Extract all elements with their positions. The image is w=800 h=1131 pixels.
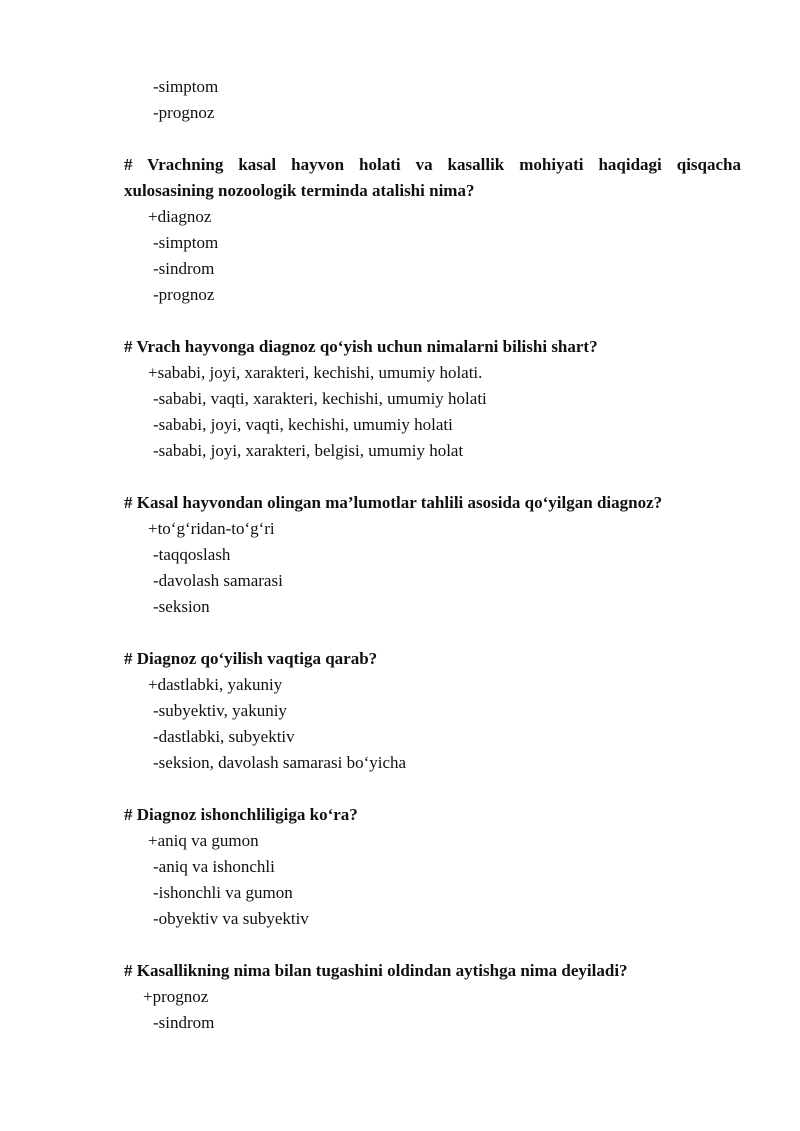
correct-answer: +dastlabki, yakuniy: [148, 675, 283, 694]
answer-option: -ishonchli va gumon: [153, 883, 293, 902]
correct-answer: +diagnoz: [148, 207, 212, 226]
answer-option: -subyektiv, yakuniy: [153, 701, 287, 720]
question-text: # Vrachning kasal hayvon holati va kasallik mohiyati haqidagi qisqacha: [124, 155, 741, 174]
question-text: # Diagnoz qo‘yilish vaqtiga qarab?: [124, 649, 378, 668]
answer-option: -obyektiv va subyektiv: [153, 909, 309, 928]
correct-answer: +prognoz: [143, 987, 209, 1006]
answer-option: -sababi, joyi, vaqti, kechishi, umumiy holati: [153, 415, 453, 434]
answer-option: -simptom: [153, 233, 219, 252]
answer-option: -prognoz: [153, 285, 215, 304]
answer-option: -dastlabki, subyektiv: [153, 727, 295, 746]
answer-option: -sababi, joyi, xarakteri, belgisi, umumiy holat: [153, 441, 464, 460]
question-text: xulosasining nozoologik terminda atalishi nima?: [124, 181, 475, 200]
question-text: # Kasal hayvondan olingan ma’lumotlar tahlili asosida qo‘yilgan diagnoz?: [124, 493, 663, 512]
question-text: # Kasallikning nima bilan tugashini oldindan aytishga nima deyiladi?: [124, 961, 628, 980]
correct-answer: +aniq va gumon: [148, 831, 259, 850]
answer-option: -simptom: [153, 77, 219, 96]
answer-option: -sindrom: [153, 1013, 215, 1032]
answer-option: -seksion: [153, 597, 210, 616]
question-text: # Diagnoz ishonchliligiga ko‘ra?: [124, 805, 358, 824]
answer-option: -aniq va ishonchli: [153, 857, 275, 876]
answer-option: -taqqoslash: [153, 545, 231, 564]
answer-option: -seksion, davolash samarasi bo‘yicha: [153, 753, 407, 772]
correct-answer: +sababi, joyi, xarakteri, kechishi, umumiy holati.: [148, 363, 483, 382]
correct-answer: +to‘g‘ridan-to‘g‘ri: [148, 519, 275, 538]
answer-option: -sababi, vaqti, xarakteri, kechishi, umumiy holati: [153, 389, 487, 408]
question-text: # Vrach hayvonga diagnoz qo‘yish uchun nimalarni bilishi shart?: [124, 337, 598, 356]
answer-option: -prognoz: [153, 103, 215, 122]
answer-option: -davolash samarasi: [153, 571, 283, 590]
answer-option: -sindrom: [153, 259, 215, 278]
